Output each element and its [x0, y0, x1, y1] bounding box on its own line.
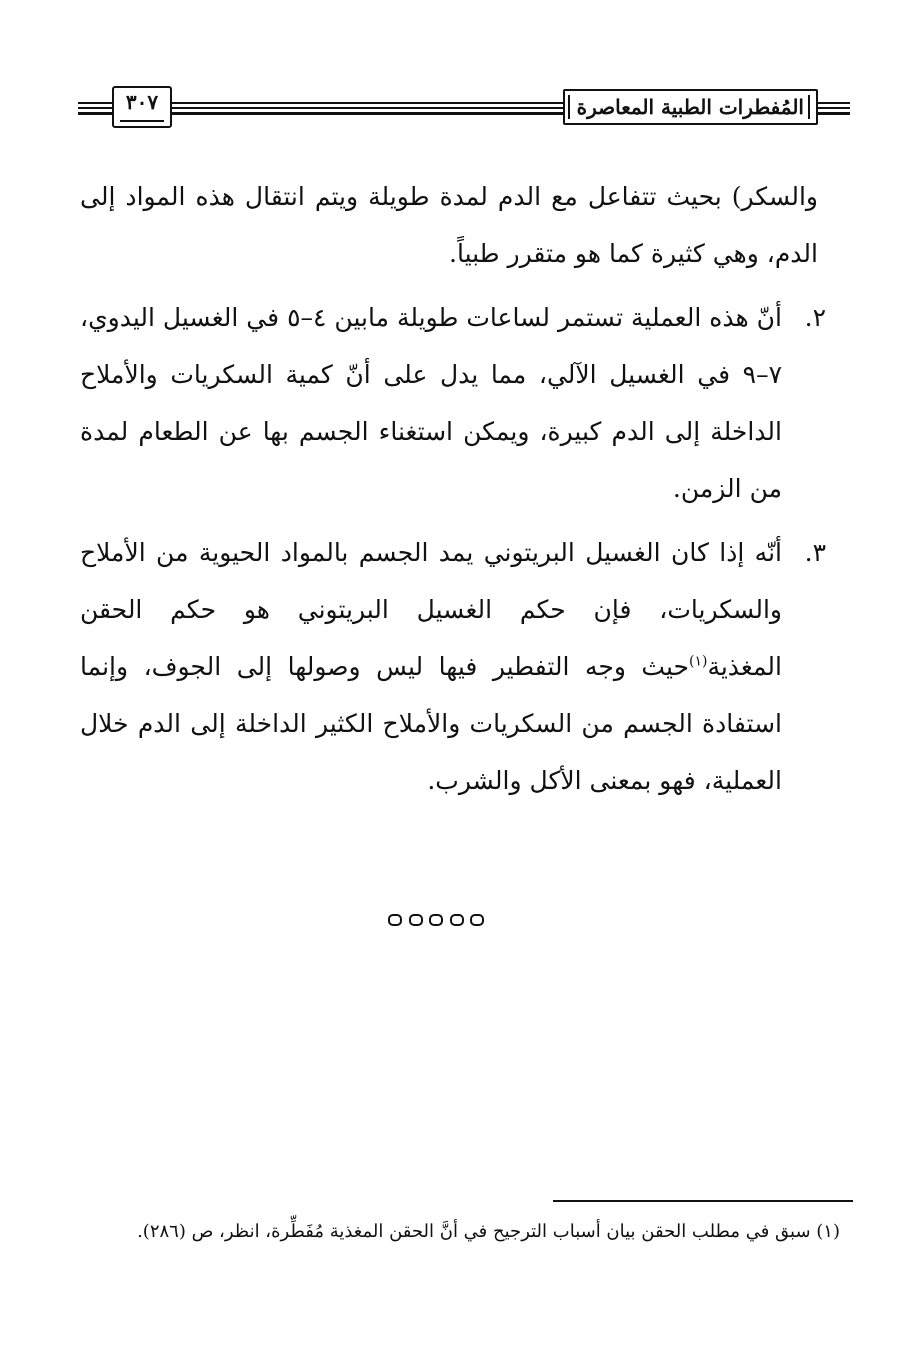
list-item-2: [80, 289, 826, 517]
footnote-separator: [553, 1200, 853, 1202]
main-text: [80, 168, 826, 816]
page-number: ٣٠٧: [112, 86, 172, 128]
list-item-text: حيث وجه التفطير فيها ليس وصولها إلى الجوف، وإنما استفادة الجسم من السكريات والأملاح الكثير الداخلة إلى الدم خلال العملية، فهو بمعنى الأكل والشرب.: [80, 652, 782, 795]
list-item-text: أنّ هذه العملية تستمر لساعات طويلة مابين ٤–٥ في الغسيل اليدوي، ٧–٩ في الغسيل الآلي، مما يدل على أنّ كمية السكريات والأملاح الداخلة إلى الدم كبيرة، ويمكن استغناء الجسم بها عن الطعام لمدة من الزمن.: [80, 303, 782, 503]
section-divider-ornament: [388, 914, 484, 932]
ornament-icon: [409, 914, 423, 926]
footnote-marker[interactable]: (١): [688, 653, 708, 670]
list-number: ٢.: [804, 303, 826, 332]
running-title: المُفطرات الطبية المعاصرة: [563, 89, 818, 125]
running-header: [78, 84, 850, 134]
list-number: ٣.: [804, 538, 826, 567]
ornament-icon: [450, 914, 464, 926]
list-item-3: [80, 524, 826, 809]
ornament-icon: [470, 914, 484, 926]
list-item-text: أنّه إذا كان الغسيل البريتوني يمد الجسم بالمواد الحيوية من الأملاح والسكريات، فإن حكم الغسيل البريتوني هو حكم الحقن المغذية: [80, 538, 782, 681]
ornament-icon: [388, 914, 402, 926]
paragraph-continuation: والسكر) بحيث تتفاعل مع الدم لمدة طويلة ويتم انتقال هذه المواد إلى الدم، وهي كثيرة كما هو متقرر طبياً.: [80, 182, 818, 268]
ornament-icon: [429, 914, 443, 926]
footnote: (١) سبق في مطلب الحقن بيان أسباب الترجيح في أنَّ الحقن المغذية مُفَطِّرة، انظر، ص (٢٨٦).: [137, 1221, 840, 1242]
